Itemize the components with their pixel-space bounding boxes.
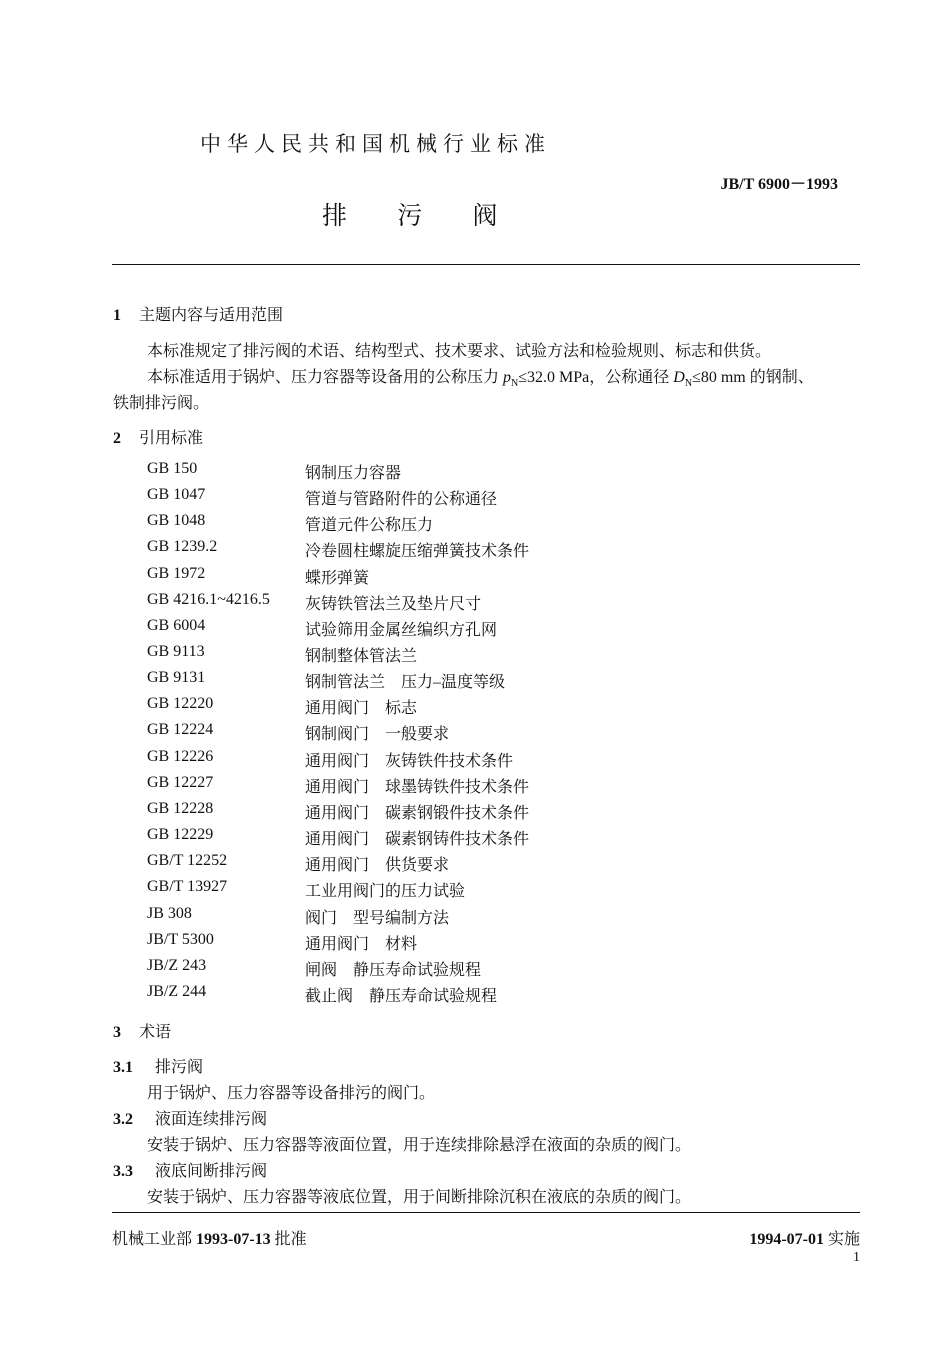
ref-title: 通用阀门 碳素钢锻件技术条件: [305, 805, 530, 822]
term-name: 液底间断排污阀: [155, 1163, 268, 1180]
ref-title: 通用阀门 灰铸铁件技术条件: [305, 753, 514, 770]
section-1-para-2: [147, 364, 814, 389]
effective-date: 1994-07-01: [749, 1231, 824, 1248]
section-number: 3: [113, 1024, 121, 1041]
page-number: 1: [853, 1250, 860, 1265]
section-title: 术语: [139, 1024, 172, 1041]
subscript-n: N: [511, 378, 519, 390]
document-title: 排 污 阀: [322, 203, 520, 230]
ref-title: 钢制整体管法兰: [305, 648, 418, 665]
ref-code: GB 12220: [147, 695, 214, 712]
para-text: 本标准适用于锅炉、压力容器等设备用的公称压力: [147, 369, 504, 386]
ref-title: 工业用阀门的压力试验: [305, 883, 466, 900]
ref-code: GB 12226: [147, 748, 214, 765]
ref-title: 通用阀门 材料: [305, 936, 418, 953]
symbol-p: p: [503, 369, 512, 386]
ref-title: 蝶形弹簧: [305, 570, 370, 587]
section-title: 主题内容与适用范围: [139, 307, 284, 324]
section-1-para-2-cont: 铁制排污阀。: [113, 395, 210, 412]
ref-code: JB/T 5300: [147, 931, 214, 948]
approval-line: [112, 1226, 307, 1249]
ref-code: JB 308: [147, 905, 192, 922]
ref-title: 试验筛用金属丝编织方孔网: [305, 622, 498, 639]
section-number: 2: [113, 430, 121, 447]
term-number: 3.2: [113, 1111, 133, 1128]
ref-title: 钢制压力容器: [305, 465, 402, 482]
section-number: 1: [113, 307, 121, 324]
ref-code: GB 1048: [147, 512, 206, 529]
ref-code: GB 12229: [147, 826, 214, 843]
ref-code: GB 12224: [147, 721, 214, 738]
ref-code: GB/T 12252: [147, 852, 228, 869]
symbol-d: D: [673, 369, 685, 386]
header-divider: [112, 264, 860, 265]
para-text: ≤32.0 MPa，公称通径: [518, 369, 674, 386]
ref-code: GB 150: [147, 460, 198, 477]
footer-divider: [112, 1212, 860, 1213]
section-3-heading: [113, 1019, 171, 1042]
issuer: 机械工业部: [112, 1231, 193, 1248]
term-3-1-heading: [113, 1054, 203, 1077]
term-name: 排污阀: [155, 1059, 204, 1076]
approve-label: 批准: [274, 1231, 307, 1248]
ref-code: GB 12227: [147, 774, 214, 791]
ref-code: GB 6004: [147, 617, 206, 634]
ref-code: GB 1239.2: [147, 538, 218, 555]
ref-title: 管道元件公称压力: [305, 517, 434, 534]
ref-title: 灰铸铁管法兰及垫片尺寸: [305, 596, 482, 613]
para-text: ≤80 mm 的钢制、: [692, 369, 814, 386]
ref-title: 闸阀 静压寿命试验规程: [305, 962, 482, 979]
term-number: 3.3: [113, 1163, 133, 1180]
section-title: 引用标准: [139, 430, 204, 447]
ref-title: 阀门 型号编制方法: [305, 910, 450, 927]
ref-code: GB 1047: [147, 486, 206, 503]
ref-title: 通用阀门 球墨铸铁件技术条件: [305, 779, 530, 796]
term-3-3-heading: [113, 1158, 267, 1181]
ref-code: GB 9113: [147, 643, 205, 660]
ref-title: 通用阀门 供货要求: [305, 857, 450, 874]
subscript-n: N: [684, 378, 693, 390]
ref-code: GB 12228: [147, 800, 214, 817]
industry-standard-title: 中华人民共和国机械行业标准: [200, 132, 551, 156]
ref-code: GB 9131: [147, 669, 206, 686]
ref-title: 截止阀 静压寿命试验规程: [305, 988, 498, 1005]
ref-title: 钢制阀门 一般要求: [305, 726, 450, 743]
standard-code: JB/T 6900－1993: [720, 176, 838, 193]
effective-label: 实施: [827, 1231, 860, 1248]
term-3-2-heading: [113, 1106, 267, 1129]
ref-title: 管道与管路附件的公称通径: [305, 491, 498, 508]
ref-code: JB/Z 244: [147, 983, 207, 1000]
term-number: 3.1: [113, 1059, 133, 1076]
term-definition: 用于锅炉、压力容器等设备排污的阀门。: [147, 1085, 436, 1102]
ref-title: 通用阀门 标志: [305, 700, 418, 717]
term-name: 液面连续排污阀: [155, 1111, 268, 1128]
section-1-para-1: 本标准规定了排污阀的术语、结构型式、技术要求、试验方法和检验规则、标志和供货。: [147, 343, 772, 360]
ref-code: GB 4216.1~4216.5: [147, 591, 270, 608]
ref-title: 钢制管法兰 压力–温度等级: [305, 674, 506, 691]
ref-title: 通用阀门 碳素钢铸件技术条件: [305, 831, 530, 848]
term-definition: 安装于锅炉、压力容器等液面位置，用于连续排除悬浮在液面的杂质的阀门。: [147, 1137, 692, 1154]
ref-code: GB 1972: [147, 565, 206, 582]
effective-line: [749, 1226, 860, 1249]
section-2-heading: [113, 425, 203, 448]
ref-title: 冷卷圆柱螺旋压缩弹簧技术条件: [305, 543, 530, 560]
section-1-heading: [113, 302, 283, 325]
approve-date: 1993-07-13: [196, 1231, 271, 1248]
ref-code: GB/T 13927: [147, 878, 228, 895]
ref-code: JB/Z 243: [147, 957, 207, 974]
term-definition: 安装于锅炉、压力容器等液底位置，用于间断排除沉积在液底的杂质的阀门。: [147, 1189, 692, 1206]
